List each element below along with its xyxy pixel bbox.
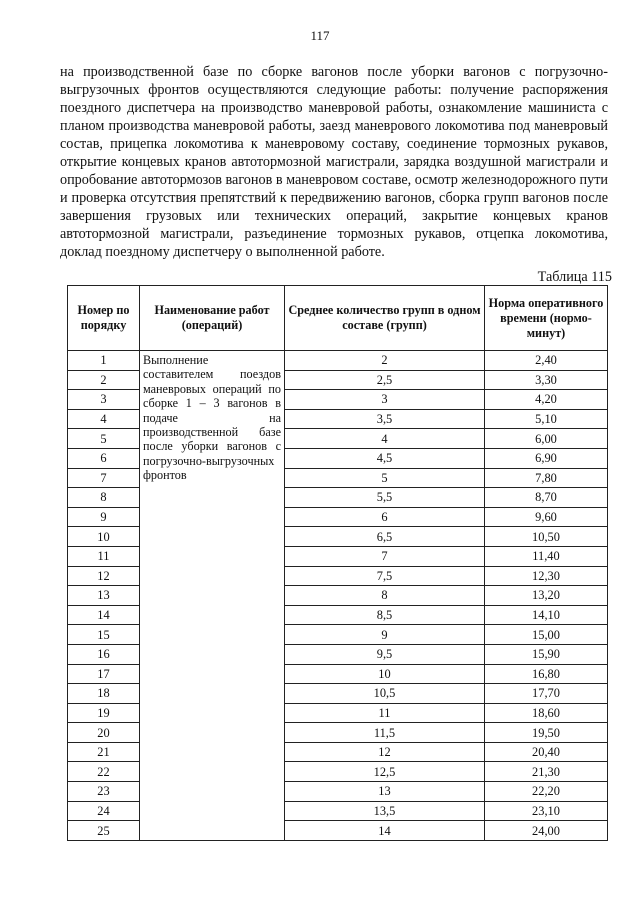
row-norm: 9,60 [485,507,608,527]
row-norm: 18,60 [485,703,608,723]
row-groups: 3,5 [285,409,485,429]
header-number: Номер по порядку [68,286,140,351]
row-number: 5 [68,429,140,449]
row-groups: 3 [285,390,485,410]
row-number: 17 [68,664,140,684]
row-groups: 5,5 [285,488,485,508]
row-number: 9 [68,507,140,527]
row-number: 25 [68,821,140,841]
row-number: 10 [68,527,140,547]
row-norm: 8,70 [485,488,608,508]
header-groups: Среднее количество групп в одном составе (групп) [285,286,485,351]
row-number: 1 [68,351,140,371]
row-groups: 4 [285,429,485,449]
header-operation: Наименование работ (операций) [140,286,285,351]
row-number: 20 [68,723,140,743]
row-groups: 13,5 [285,801,485,821]
table-header [68,286,608,351]
header-row [68,286,608,351]
row-number: 15 [68,625,140,645]
row-norm: 15,00 [485,625,608,645]
row-groups: 9,5 [285,644,485,664]
operation-cell [140,351,285,841]
row-norm: 7,80 [485,468,608,488]
row-groups: 8,5 [285,605,485,625]
row-number: 19 [68,703,140,723]
row-number: 24 [68,801,140,821]
row-norm: 13,20 [485,586,608,606]
row-groups: 5 [285,468,485,488]
row-number: 21 [68,742,140,762]
row-groups: 10,5 [285,684,485,704]
row-norm: 6,00 [485,429,608,449]
row-groups: 7,5 [285,566,485,586]
norms-table [67,285,608,841]
row-norm: 2,40 [485,351,608,371]
row-groups: 12 [285,742,485,762]
row-number: 23 [68,782,140,802]
row-norm: 11,40 [485,546,608,566]
row-norm: 16,80 [485,664,608,684]
row-norm: 23,10 [485,801,608,821]
row-number: 18 [68,684,140,704]
row-norm: 12,30 [485,566,608,586]
row-groups: 11,5 [285,723,485,743]
row-groups: 6 [285,507,485,527]
row-norm: 4,20 [485,390,608,410]
page-number: 117 [310,28,330,43]
row-groups: 11 [285,703,485,723]
row-number: 8 [68,488,140,508]
row-number: 3 [68,390,140,410]
table-caption: Таблица 115 [537,269,612,285]
row-norm: 21,30 [485,762,608,782]
row-groups: 7 [285,546,485,566]
header-norm: Норма оперативного времени (нормо-минут) [485,286,608,351]
row-number: 6 [68,448,140,468]
row-groups: 9 [285,625,485,645]
row-groups: 8 [285,586,485,606]
row-norm: 17,70 [485,684,608,704]
row-norm: 3,30 [485,370,608,390]
row-groups: 13 [285,782,485,802]
row-number: 22 [68,762,140,782]
row-number: 13 [68,586,140,606]
row-groups: 2 [285,351,485,371]
row-norm: 19,50 [485,723,608,743]
row-number: 7 [68,468,140,488]
row-groups: 14 [285,821,485,841]
row-number: 14 [68,605,140,625]
row-number: 2 [68,370,140,390]
row-number: 4 [68,409,140,429]
body-paragraph: на производственной базе по сборке вагонов после уборки вагонов с погрузочно-выгрузочных фронтов осуществляются следующие работы: получение распоряжения поездного диспетчера на производство маневровой работы, ознакомление машиниста с планом производства маневровой работы, заезд маневрового локомотива под маневровый состав, прицепка локомотива к маневровому составу, соединение тормозных рукавов, открытие концевых кранов автотормозной магистрали, зарядка воздушной магистрали и опробование автотормозов вагонов в маневровом составе, осмотр железнодорожного пути и проверка отсутствия препятствий к передвижению вагонов, сборка групп вагонов после завершения грузовых или технических операций, закрытие концевых кранов автотормозной магистрали, разъединение тормозных рукавов, отцепка локомотива, доклад поездному диспетчеру о выполненной работе. [60,64,608,260]
operation-description: Выполнение составителем поездов маневровых операций по сборке 1 – 3 вагонов в подаче на производственной базе после уборки вагонов с погрузочно-выгрузочных фронтов [143,353,281,483]
row-groups: 2,5 [285,370,485,390]
row-norm: 6,90 [485,448,608,468]
row-norm: 24,00 [485,821,608,841]
row-norm: 20,40 [485,742,608,762]
row-number: 11 [68,546,140,566]
table-body [68,351,608,841]
row-norm: 5,10 [485,409,608,429]
row-norm: 15,90 [485,644,608,664]
row-norm: 14,10 [485,605,608,625]
row-groups: 10 [285,664,485,684]
table-row [68,351,608,371]
row-groups: 12,5 [285,762,485,782]
row-number: 12 [68,566,140,586]
row-groups: 6,5 [285,527,485,547]
row-norm: 10,50 [485,527,608,547]
row-groups: 4,5 [285,448,485,468]
row-number: 16 [68,644,140,664]
row-norm: 22,20 [485,782,608,802]
